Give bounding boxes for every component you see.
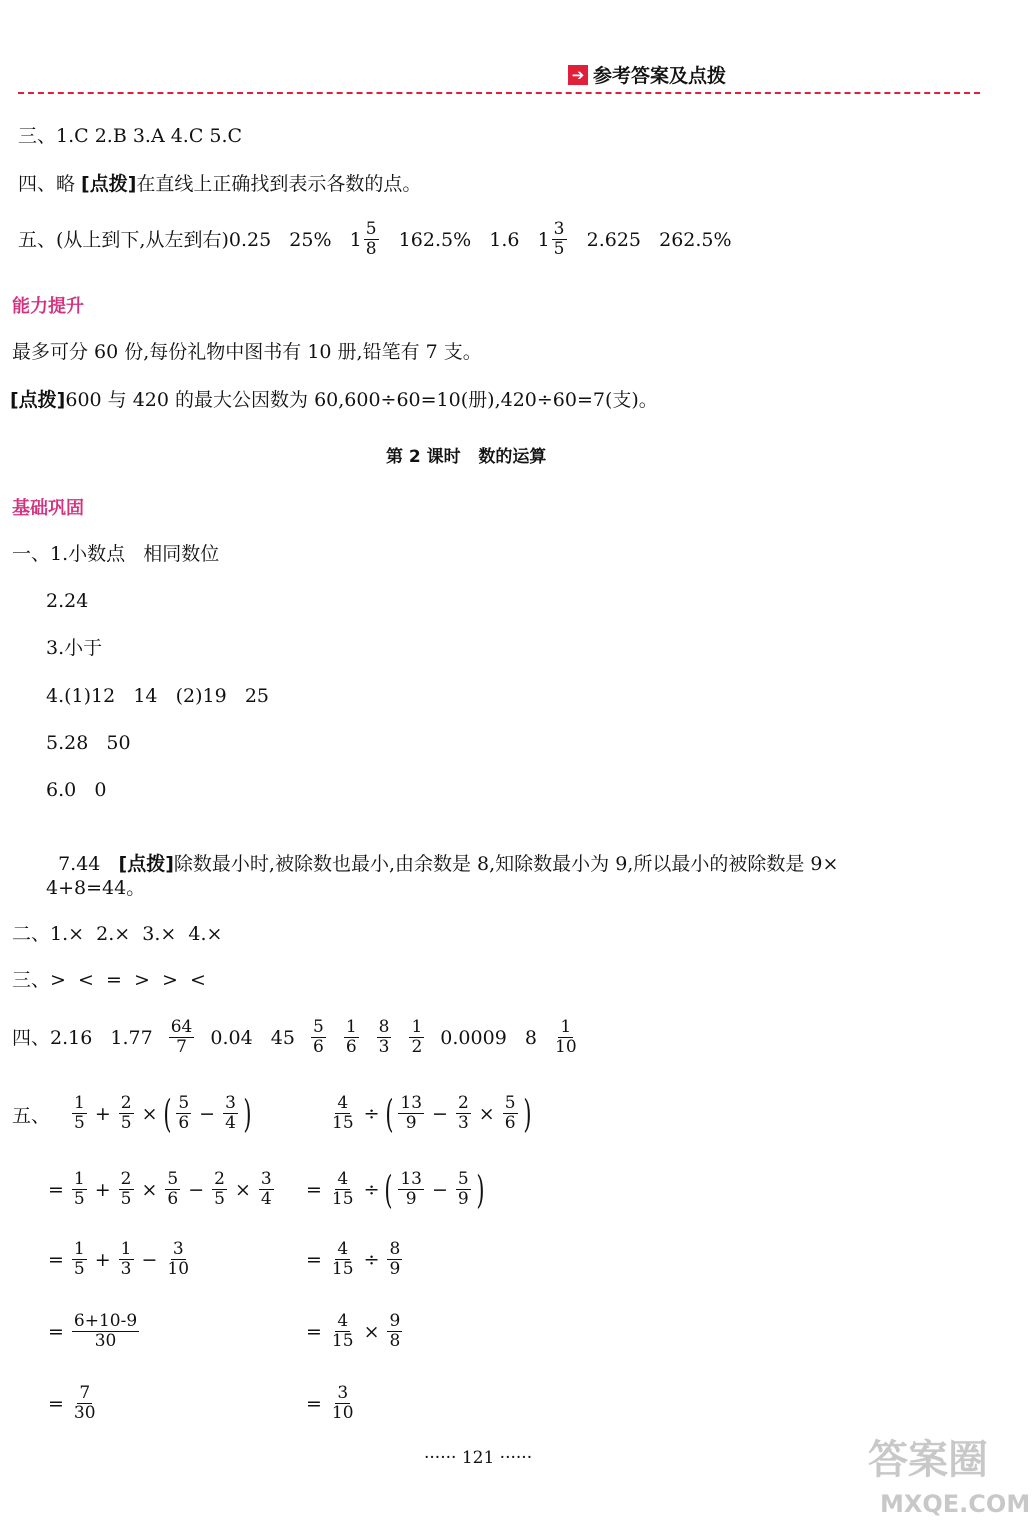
fraction: $\frac{1}{5}$: [73, 1169, 85, 1209]
fraction: $\frac{2}{5}$: [120, 1169, 132, 1209]
ability-heading: 能力提升: [12, 296, 84, 317]
basic-q7-cont: 4+8=44。: [46, 877, 146, 899]
ability-note: [10, 388, 658, 412]
hint-tag: [点拨]: [81, 173, 137, 195]
header-divider: [18, 92, 980, 94]
fraction: $\frac{5}{6}$: [167, 1169, 179, 1209]
fraction: $\frac{3}{10}$: [167, 1239, 190, 1279]
calc-left-line-5: = $\frac{7}{30}$: [48, 1383, 96, 1423]
fraction: $\frac{4}{15}$: [331, 1311, 354, 1351]
s4b-mid1: 0.04 45: [210, 1026, 295, 1049]
answer-section-4: [18, 172, 421, 196]
basic-section-3: 三、> < = > > <: [12, 969, 206, 991]
s4b-mid2: 0.0009 8: [440, 1026, 537, 1049]
fraction: $\frac{64}{7}$: [170, 1017, 193, 1057]
fraction: $\frac{8}{3}$: [378, 1017, 390, 1057]
fraction: $\frac{1}{2}$: [411, 1017, 423, 1057]
s4b-prefix: 四、2.16 1.77: [12, 1026, 153, 1049]
fraction: $\frac{1}{6}$: [345, 1017, 357, 1057]
s4-text: 在直线上正确找到表示各数的点。: [136, 173, 422, 195]
s5-mid: 162.5% 1.6 1: [380, 228, 550, 251]
basic-q5: 5.28 50: [46, 732, 131, 754]
page-header: [568, 61, 726, 88]
calc-right-line-3: = $\frac{4}{15}$ ÷ $\frac{8}{9}$: [306, 1239, 401, 1279]
basic-q7: [46, 828, 838, 876]
q7-text: 除数最小时,被除数也最小,由余数是 8,知除数最小为 9,所以最小的被除数是 9×: [173, 853, 839, 875]
fraction: $\frac{4}{15}$: [331, 1169, 354, 1209]
basic-heading: 基础巩固: [12, 498, 84, 519]
watermark-logo: 答案圈: [868, 1437, 988, 1483]
calc-right-line-4: = $\frac{4}{15}$ × $\frac{9}{8}$: [306, 1311, 401, 1351]
fraction: $\frac{8}{9}$: [389, 1239, 401, 1279]
calc-right-line-1: $\frac{4}{15}$ ÷ ( $\frac{13}{9}$ − $\frac{2}{3}$ × $\frac{5}{6}$ ): [332, 1091, 532, 1136]
basic-q6: 6.0 0: [46, 779, 107, 801]
basic-q4: 4.(1)12 14 (2)19 25: [46, 685, 270, 707]
calc-left-line-1: $\frac{1}{5}$ + $\frac{2}{5}$ × ( $\frac{5}{6}$ − $\frac{3}{4}$ ): [74, 1091, 252, 1136]
fraction: $\frac{7}{30}$: [73, 1383, 96, 1423]
calc-left-line-2: = $\frac{1}{5}$ + $\frac{2}{5}$ × $\frac{5}{6}$ − $\frac{2}{5}$ × $\frac{3}{4}$: [48, 1169, 272, 1209]
calc-left-line-4: = $\frac{6+10-9}{30}$: [48, 1311, 138, 1351]
basic-section-2: 二、1.× 2.× 3.× 4.×: [12, 923, 223, 945]
fraction: $\frac{5}{6}$: [504, 1093, 516, 1133]
ability-answer: 最多可分 60 份,每份礼物中图书有 10 册,铅笔有 7 支。: [12, 341, 482, 363]
fraction: $\frac{9}{8}$: [389, 1311, 401, 1351]
fraction: $\frac{6+10-9}{30}$: [73, 1311, 138, 1351]
header-title: 参考答案及点拨: [593, 65, 727, 87]
fraction: $\frac{13}{9}$: [400, 1169, 422, 1209]
basic-q3: 3.小于: [46, 637, 103, 659]
s5-prefix: 五、(从上到下,从左到右)0.25 25% 1: [18, 228, 362, 251]
fraction: $\frac{2}{3}$: [457, 1093, 469, 1133]
fraction: $\frac{3}{4}$: [260, 1169, 272, 1209]
fraction: $\frac{5}{9}$: [457, 1169, 469, 1209]
fraction: $\frac{1}{3}$: [120, 1239, 132, 1279]
fraction: $\frac{2}{5}$: [214, 1169, 225, 1209]
hint-tag: [点拨]: [118, 853, 174, 875]
basic-section-5-label: 五、: [12, 1105, 51, 1127]
fraction: $\frac{4}{15}$: [331, 1239, 354, 1279]
fraction: $\frac{1}{5}$: [74, 1093, 85, 1133]
fraction: $\frac{3}{5}$: [553, 219, 565, 259]
lesson-title: 第 2 课时 数的运算: [386, 447, 547, 467]
fraction: $\frac{2}{5}$: [120, 1093, 132, 1133]
ability-note-text: 600 与 420 的最大公因数为 60,600÷60=10(册),420÷60=7(支)。: [65, 389, 658, 411]
calc-right-line-5: = $\frac{3}{10}$: [306, 1383, 354, 1423]
s4-prefix: 四、略: [18, 173, 82, 195]
fraction: $\frac{3}{4}$: [225, 1093, 236, 1133]
fraction: $\frac{13}{9}$: [400, 1093, 423, 1133]
fraction: $\frac{3}{10}$: [331, 1383, 354, 1423]
fraction: $\frac{5}{8}$: [365, 219, 377, 259]
page-number: ······ 121 ······: [424, 1448, 533, 1468]
answer-section-5: [18, 220, 732, 259]
fraction: $\frac{1}{5}$: [73, 1239, 85, 1279]
fraction: $\frac{5}{6}$: [312, 1017, 324, 1057]
fraction: $\frac{5}{6}$: [178, 1093, 190, 1133]
answer-section-3: 三、1.C 2.B 3.A 4.C 5.C: [18, 125, 243, 147]
hint-tag: [点拨]: [10, 389, 66, 411]
arrow-icon: ➔: [568, 65, 588, 85]
calc-right-line-2: = $\frac{4}{15}$ ÷ ( $\frac{13}{9}$ − $\frac{5}{9}$ ): [306, 1167, 485, 1212]
watermark-url: MXQE.COM: [880, 1490, 1031, 1518]
fraction: $\frac{1}{10}$: [555, 1017, 577, 1057]
fraction: $\frac{4}{15}$: [332, 1093, 354, 1133]
basic-q2: 2.24: [46, 590, 89, 612]
basic-q1: 一、1.小数点 相同数位: [12, 543, 220, 565]
s5-tail: 2.625 262.5%: [568, 228, 732, 251]
basic-section-4: [12, 1018, 581, 1057]
calc-left-line-3: = $\frac{1}{5}$ + $\frac{1}{3}$ − $\frac{3}{10}$: [48, 1239, 190, 1279]
q7-prefix: 7.44: [58, 853, 119, 875]
